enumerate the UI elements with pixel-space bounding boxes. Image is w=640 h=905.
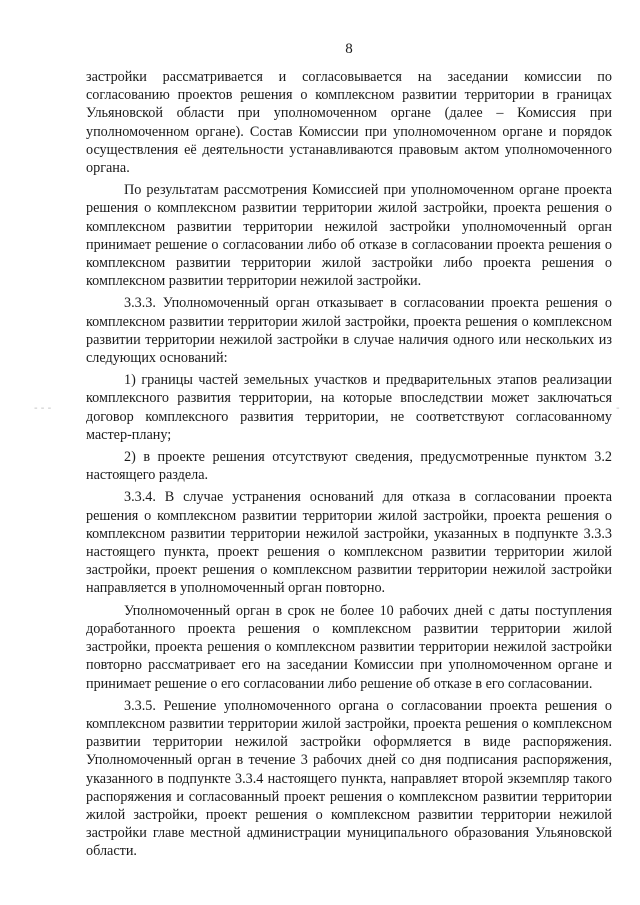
- page-number: 8: [345, 41, 353, 57]
- document-page: [86, 40, 612, 865]
- scan-mark-left: - - -: [34, 403, 52, 414]
- paragraph-item-2: 2) в проекте решения отсутствуют сведения, предусмотренные пунктом 3.2 настоящего раздела.: [86, 449, 612, 484]
- paragraph-continuation: застройки рассматривается и согласовывается на заседании комиссии по согласованию проектов решения о комплексном развитии территории в границах Ульяновской области при уполномоченном органе (далее – Комиссия при уполномоченном органе). Состав Комиссии при уполномоченном органе и порядок осуществления её деятельности устанавливаются правовым актом уполномоченного органа.: [86, 69, 612, 177]
- paragraph-3-3-3: 3.3.3. Уполномоченный орган отказывает в согласовании проекта решения о комплексном развитии территории жилой застройки, проекта решения о комплексном развитии территории нежилой застройки в случае наличия одного или нескольких из следующих оснований:: [86, 295, 612, 367]
- paragraph-3-3-5: 3.3.5. Решение уполномоченного органа о согласовании проекта решения о комплексном развитии территории жилой застройки, проекта решения о комплексном развитии территории нежилой застройки оформляется в виде распоряжения. Уполномоченный орган в течение 3 рабочих дней со дня подписания распоряжения, указанного в подпункте 3.3.4 настоящего пункта, направляет второй экземпляр такого распоряжения и согласованный проект решения о комплексном развитии территории жилой застройки, проект решения о комплексном развитии территории нежилой застройки главе местной администрации муниципального образования Ульяновской области.: [86, 697, 612, 860]
- paragraph-item-1: 1) границы частей земельных участков и предварительных этапов реализации комплексного развития территории, на которые впоследствии может заключаться договор комплексного развития территории, не соответствуют согласованному мастер-плану;: [86, 372, 612, 443]
- paragraph-commission-decision: По результатам рассмотрения Комиссией при уполномоченном органе проекта решения о комплексном развитии территории жилой застройки, проекта решения о комплексном развитии территории нежилой застройки уполномоченный орган принимает решение о согласовании либо об отказе в согласовании проекта решения о комплексном развитии территории жилой застройки либо проекта решения о комплексном развитии территории нежилой застройки.: [86, 182, 612, 290]
- scan-mark-right: -: [616, 403, 620, 414]
- paragraph-resubmission: Уполномоченный орган в срок не более 10 рабочих дней с даты поступления доработанного проекта решения о комплексном развитии территории жилой застройки, проекта решения о комплексном развитии территории нежилой застройки повторно рассматривает его на заседании Комиссии при уполномоченном органе и принимает решение о его согласовании либо решение об отказе в его согласовании.: [86, 602, 612, 692]
- paragraph-3-3-4: 3.3.4. В случае устранения оснований для отказа в согласовании проекта решения о комплексном развитии территории жилой застройки, проекта решения о комплексном развитии территории нежилой застройки, указанных в подпункте 3.3.3 настоящего пункта, проект решения о комплексном развитии территории жилой застройки, проект решения о комплексном развитии территории нежилой застройки направляется в уполномоченный орган повторно.: [86, 489, 612, 597]
